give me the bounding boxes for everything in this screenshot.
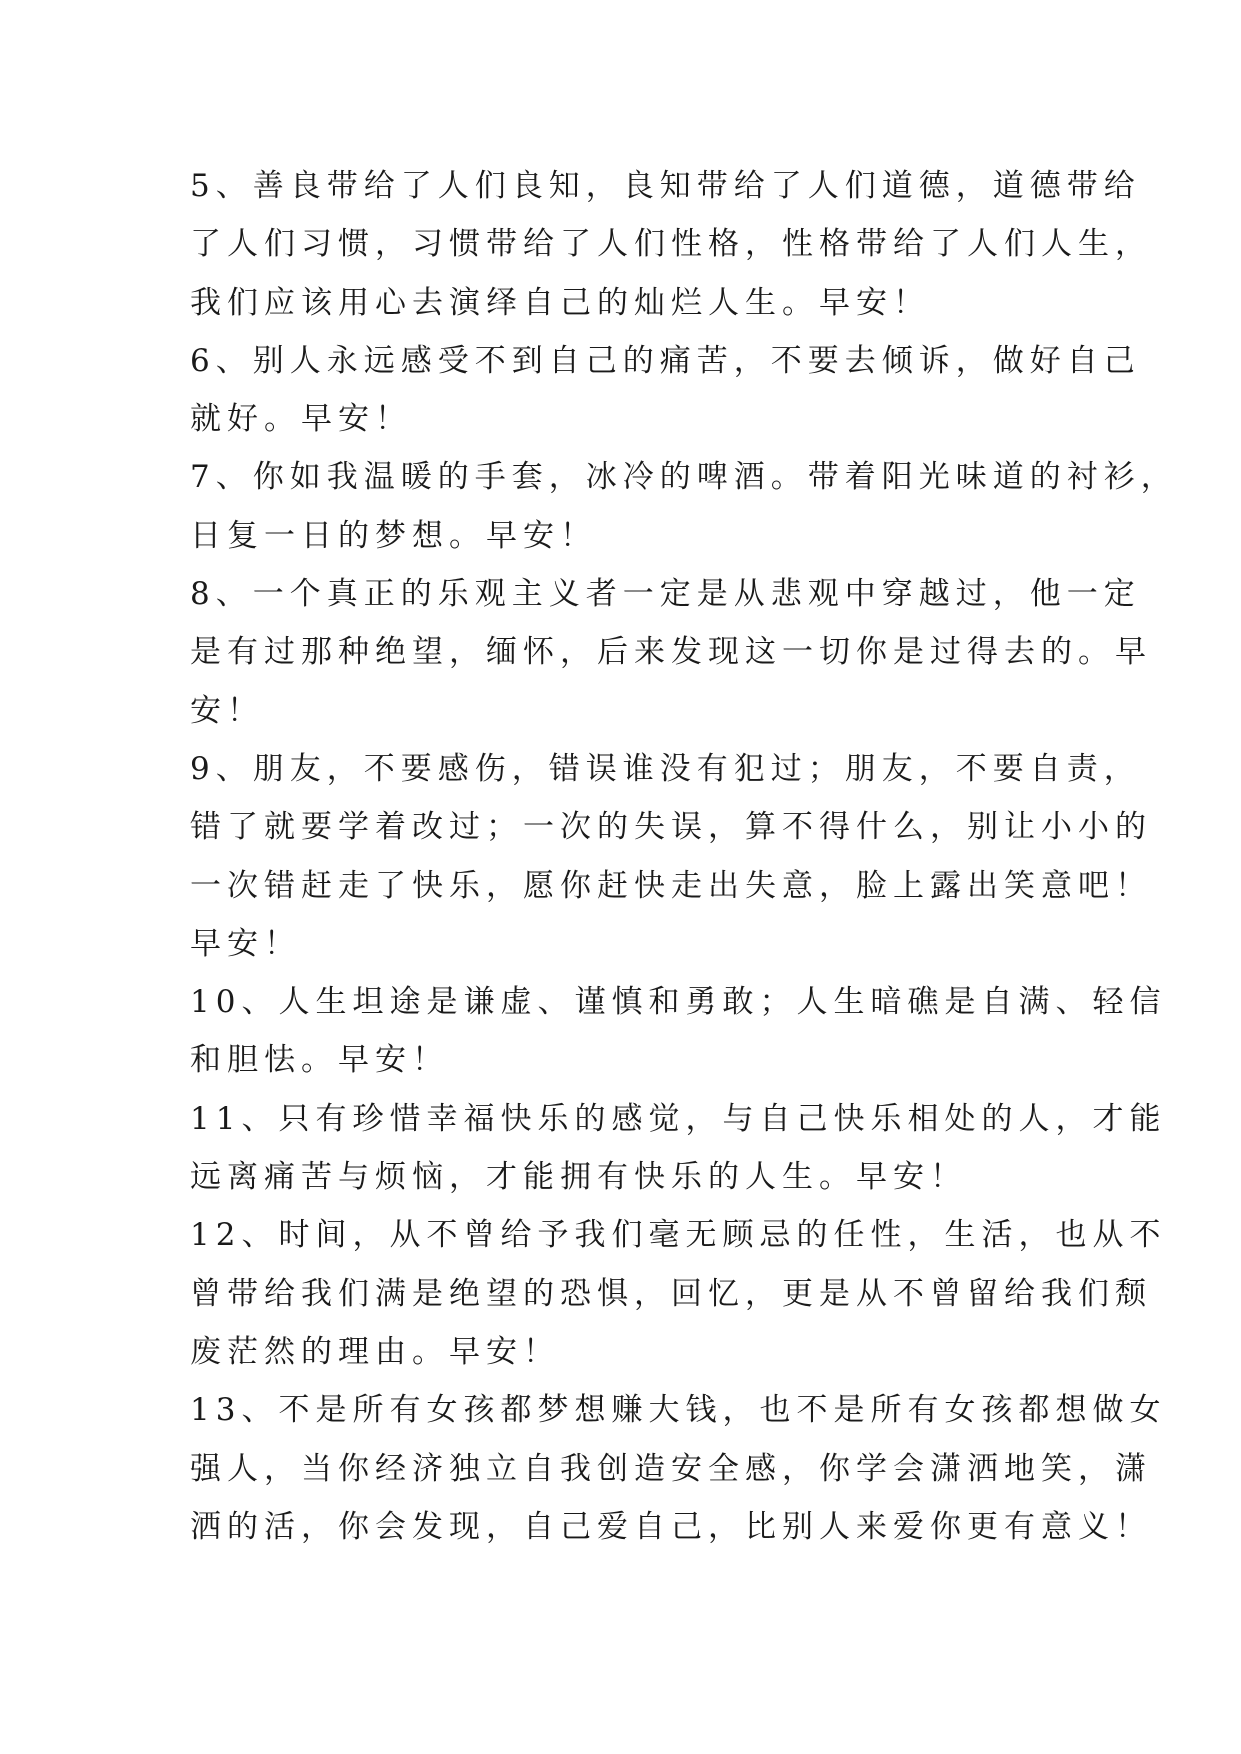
list-item <box>190 565 1152 740</box>
list-item <box>190 157 1152 332</box>
list-item <box>190 1090 1167 1207</box>
text-line: 远离痛苦与烦恼，才能拥有快乐的人生。早安！ <box>190 1159 967 1196</box>
text-line: 日复一日的梦想。早安！ <box>190 517 597 554</box>
text-line: 我们应该用心去演绎自己的灿烂人生。早安！ <box>190 284 930 321</box>
text-line: 和胆怯。早安！ <box>190 1042 449 1079</box>
list-item <box>190 1206 1167 1381</box>
list-item <box>190 448 1178 565</box>
document-body <box>190 157 1178 1556</box>
text-line: 13、不是所有女孩都梦想赚大钱，也不是所有女孩都想做女 <box>190 1392 1167 1429</box>
text-line: 7、你如我温暖的手套，冰冷的啤酒。带着阳光味道的衬衫， <box>190 459 1178 496</box>
text-line: 了人们习惯，习惯带给了人们性格，性格带给了人们人生， <box>190 226 1152 263</box>
text-line: 强人，当你经济独立自我创造安全感，你学会潇洒地笑，潇 <box>190 1450 1152 1487</box>
text-line: 11、只有珍惜幸福快乐的感觉，与自己快乐相处的人，才能 <box>190 1100 1167 1137</box>
text-line: 9、朋友，不要感伤，错误谁没有犯过；朋友，不要自责， <box>190 750 1141 787</box>
text-line: 10、人生坦途是谦虚、谨慎和勇敢；人生暗礁是自满、轻信 <box>190 984 1167 1021</box>
text-line: 5、善良带给了人们良知，良知带给了人们道德，道德带给 <box>190 168 1141 204</box>
text-line: 洒的活，你会发现，自己爱自己，比别人来爱你更有意义！ <box>190 1508 1152 1545</box>
text-line: 就好。早安！ <box>190 401 412 438</box>
list-item <box>190 740 1152 973</box>
list-item <box>190 332 1141 449</box>
list-item <box>190 1381 1167 1556</box>
text-line: 曾带给我们满是绝望的恐惧，回忆，更是从不曾留给我们颓 <box>190 1275 1152 1312</box>
text-line: 6、别人永远感受不到自己的痛苦，不要去倾诉，做好自己 <box>190 342 1141 379</box>
text-line: 8、一个真正的乐观主义者一定是从悲观中穿越过，他一定 <box>190 576 1141 613</box>
text-line: 早安！ <box>190 925 301 962</box>
list-item <box>190 973 1167 1090</box>
text-line: 12、时间，从不曾给予我们毫无顾忌的任性，生活，也从不 <box>190 1217 1167 1254</box>
text-line: 是有过那种绝望，缅怀，后来发现这一切你是过得去的。早 <box>190 634 1152 671</box>
text-line: 废茫然的理由。早安！ <box>190 1333 560 1370</box>
text-line: 错了就要学着改过；一次的失误，算不得什么，别让小小的 <box>190 809 1152 846</box>
text-line: 安！ <box>190 692 264 729</box>
text-line: 一次错赶走了快乐，愿你赶快走出失意，脸上露出笑意吧！ <box>190 867 1152 904</box>
